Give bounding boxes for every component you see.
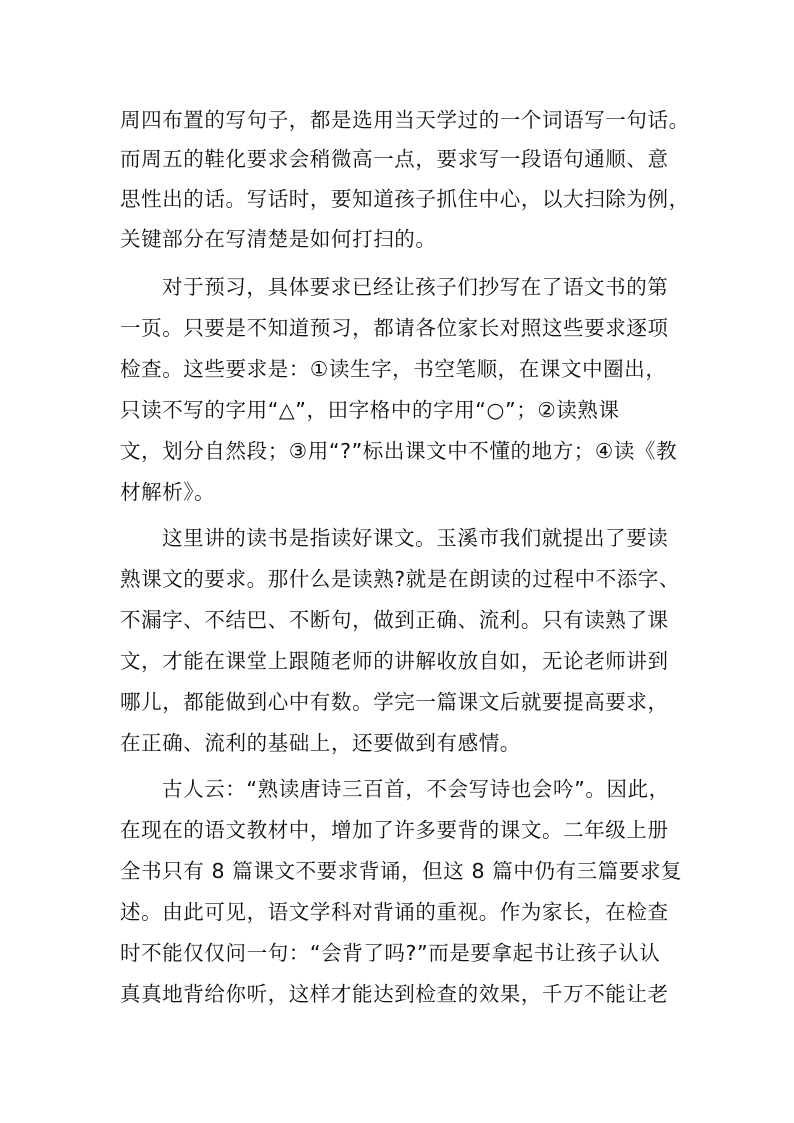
paragraph-1-line-2: 而周五的鞋化要求会稍微高一点，要求写一段语句通顺、意	[120, 147, 669, 171]
paragraph-2-line-2: 一页。只要是不知道预习，都请各位家长对照这些要求逐项	[120, 316, 669, 340]
paragraph-4-line-4: 述。由此可见，语文学科对背诵的重视。作为家长，在检查	[120, 900, 669, 924]
paragraph-3-line-6: 在正确、流利的基础上，还要做到有感情。	[120, 731, 521, 755]
paragraph-4-line-1: 古人云：“熟读唐诗三百首，不会写诗也会吟”。因此，	[162, 777, 670, 801]
paragraph-1-line-1: 周四布置的写句子，都是选用当天学过的一个词语写一句话。	[120, 108, 690, 132]
paragraph-4-line-3: 全书只有 8 篇课文不要求背诵，但这 8 篇中仍有三篇要求复	[120, 859, 683, 883]
paragraph-2-line-1: 对于预习，具体要求已经让孩子们抄写在了语文书的第	[162, 275, 669, 299]
paragraph-3-line-5: 哪儿，都能做到心中有数。学完一篇课文后就要提高要求，	[120, 690, 669, 714]
paragraph-3-line-1: 这里讲的读书是指读好课文。玉溪市我们就提出了要读	[162, 526, 669, 550]
paragraph-4-line-6: 真真地背给你听，这样才能达到检查的效果，千万不能让老	[120, 982, 669, 1006]
paragraph-4-line-5: 时不能仅仅问一句：“会背了吗?”而是要拿起书让孩子认认	[120, 941, 661, 965]
paragraph-1-line-4: 关键部分在写清楚是如何打扫的。	[120, 227, 437, 251]
paragraph-3-line-4: 文，才能在课堂上跟随老师的讲解收放自如，无论老师讲到	[120, 649, 669, 673]
paragraph-2-line-3: 检查。这些要求是：①读生字，书空笔顺，在课文中圈出，	[120, 357, 667, 381]
paragraph-2-line-5: 文，划分自然段；③用“?”标出课文中不懂的地方；④读《教	[120, 439, 678, 463]
paragraph-1-line-3: 思性出的话。写话时，要知道孩子抓住中心，以大扫除为例，	[120, 187, 690, 211]
paragraph-4-line-2: 在现在的语文教材中，增加了许多要背的课文。二年级上册	[120, 818, 669, 842]
paragraph-2-line-4: 只读不写的字用“△”，田字格中的字用“○”；②读熟课	[120, 398, 620, 422]
paragraph-3-line-2: 熟课文的要求。那什么是读熟?就是在朗读的过程中不添字、	[120, 567, 681, 591]
paragraph-3-line-3: 不漏字、不结巴、不断句，做到正确、流利。只有读熟了课	[120, 608, 669, 632]
paragraph-2-line-6: 材解析》。	[120, 480, 216, 504]
